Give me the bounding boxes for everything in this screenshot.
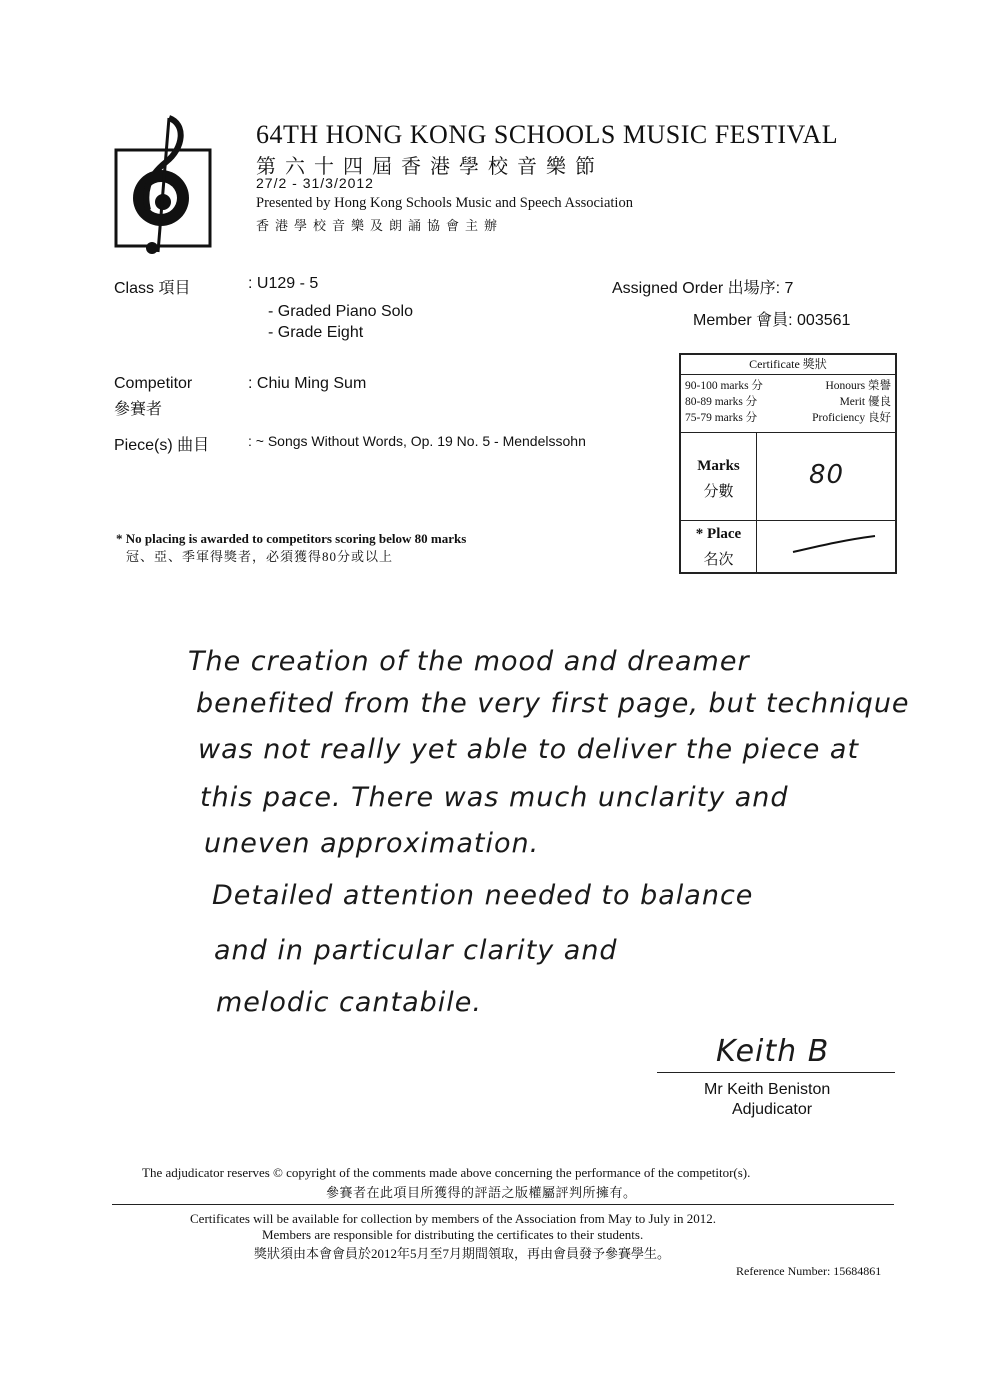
class-value: : U129 - 5 [248,275,319,292]
comment-line: Detailed attention needed to balance [212,880,754,911]
grade-award: Honours 榮譽 [825,380,891,392]
certificates-notice: Members are responsible for distributing the certificates to their students. [262,1227,644,1242]
certificate-header: Certificate 獎狀 [681,355,895,375]
marks-value: 80 [809,460,845,490]
grade-award: Proficiency 良好 [812,412,891,424]
grade-list [681,374,895,433]
adjudicator-signature: Keith B [716,1034,830,1069]
member-number: Member 會員: 003561 [693,312,851,329]
place-label: * Place [695,526,742,542]
place-label-zh: 名次 [703,552,734,568]
presented-by-zh: 香港學校音樂及朗誦協會主辦 [256,218,504,233]
copyright-notice: The adjudicator reserves © copyright of the comments made above concerning the performance of the competitor(s). [142,1165,751,1180]
grade-row [685,393,891,408]
place-dash-mark [789,532,879,558]
signature-line [657,1072,895,1073]
festival-title-zh: 第六十四屆香港學校音樂節 [256,156,604,178]
adjudicator-role: Adjudicator [732,1101,813,1118]
festival-dates: 27/2 - 31/3/2012 [256,175,374,191]
comment-line: uneven approximation. [204,828,540,859]
comment-line: was not really yet able to deliver the piece at [198,734,860,765]
class-line-2: - Graded Piano Solo [268,303,413,320]
comment-line: The creation of the mood and dreamer [188,646,750,677]
grade-range: 75-79 marks 分 [685,412,758,424]
placing-note: * No placing is awarded to competitors scoring below 80 marks [116,531,467,546]
copyright-notice-zh: 參賽者在此項目所獲得的評語之版權屬評判所擁有。 [326,1185,637,1200]
assigned-order: Assigned Order 出場序: 7 [612,280,794,297]
treble-clef-logo-icon [114,114,214,256]
adjudicator-name: Mr Keith Beniston [704,1081,831,1098]
footer-divider [112,1204,894,1205]
certificates-notice: Certificates will be available for collection by members of the Association from May to July in 2012. [190,1211,717,1226]
comment-line: this pace. There was much unclarity and [200,782,789,813]
grade-range: 80-89 marks 分 [685,396,758,408]
certificate-table [679,353,897,574]
placing-note-zh: 冠、亞、季軍得獎者，必須獲得80分或以上 [126,549,394,564]
marks-label-zh: 分數 [703,484,734,500]
place-row [681,520,895,572]
table-divider [756,432,757,572]
comment-line: benefited from the very first page, but technique [196,688,910,719]
certificates-notice-zh: 獎狀須由本會會員於2012年5月至7月期間領取，再由會員發予參賽學生。 [254,1246,671,1261]
grade-award: Merit 優良 [839,396,891,408]
comment-line: melodic cantabile. [216,987,482,1018]
festival-logo [114,114,214,256]
competitor-label-zh: 參賽者 [114,401,163,418]
pieces-value: : ~ Songs Without Words, Op. 19 No. 5 - Mendelssohn [248,433,586,449]
class-label: Class 項目 [114,280,191,297]
pieces-label: Piece(s) 曲目 [114,437,210,454]
grade-row [685,377,891,392]
reference-number: Reference Number: 15684861 [736,1264,882,1278]
presented-by: Presented by Hong Kong Schools Music and Speech Association [256,195,633,211]
competitor-label: Competitor [114,375,193,392]
grade-row [685,409,891,424]
comment-line: and in particular clarity and [214,935,618,966]
class-line-3: - Grade Eight [268,324,364,341]
grade-range: 90-100 marks 分 [685,380,763,392]
festival-title: 64TH HONG KONG SCHOOLS MUSIC FESTIVAL [256,120,839,149]
marks-label: Marks [697,458,740,474]
marks-row [681,432,895,521]
competitor-value: : Chiu Ming Sum [248,375,367,392]
